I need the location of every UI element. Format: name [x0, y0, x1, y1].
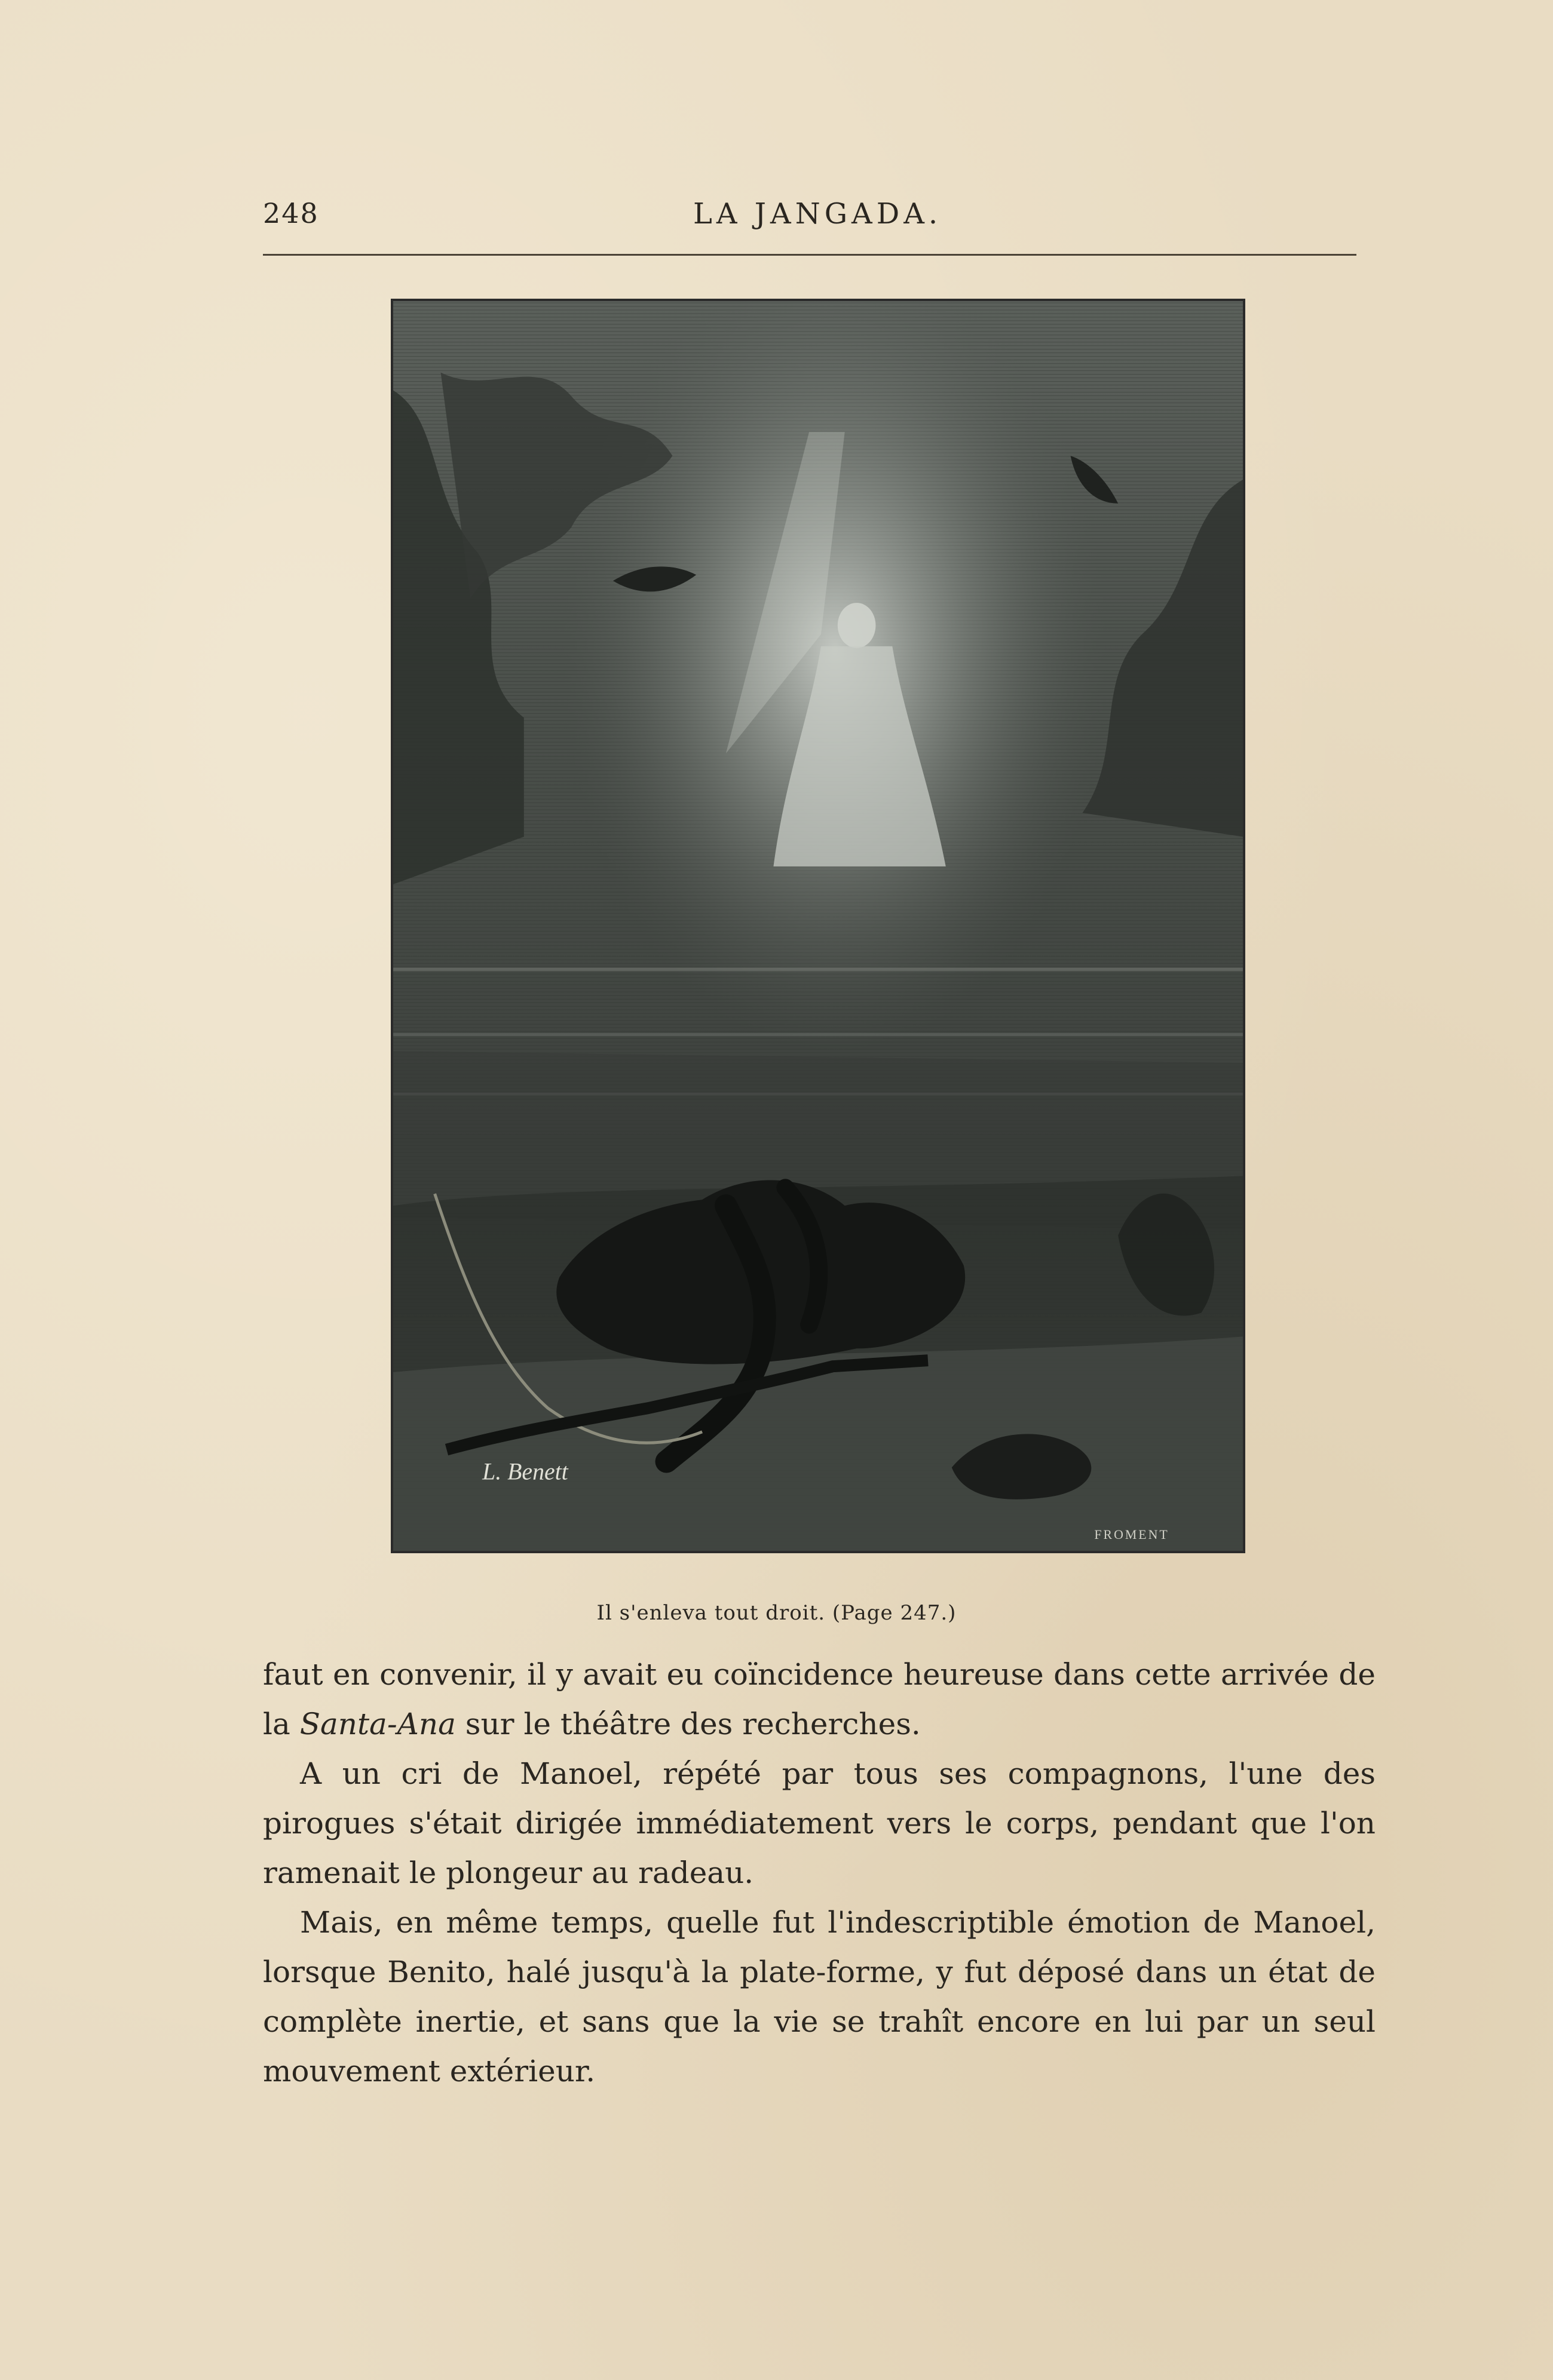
- paragraph-3: Mais, en même temps, quelle fut l'indescriptible émotion de Manoel, lorsque Benito, halé jusqu'à la plate-forme, y fut déposé dans un état de complète inertie, et sans que la vie se trahît encore en lui par un seul mouvement extérieur.: [263, 1905, 1376, 2088]
- page-number: 248: [263, 197, 319, 229]
- paragraph-1-lead: faut en convenir, il y avait eu coïncidence heureuse dans cette arrivée de la: [263, 1657, 1376, 1741]
- illustration-caption: Il s'enleva tout droit. (Page 247.): [596, 1601, 957, 1625]
- paragraph-1: [263, 1650, 1376, 1749]
- running-title: LA JANGADA.: [693, 197, 942, 231]
- engraver-signature: FROMENT: [1094, 1527, 1169, 1542]
- page-header: [263, 191, 1356, 239]
- ship-name: Santa-Ana: [299, 1707, 456, 1741]
- header-rule: [263, 254, 1356, 256]
- paragraph-1-tail: sur le théâtre des recherches.: [455, 1707, 921, 1741]
- artist-signature: L. Benett: [482, 1458, 568, 1485]
- body-text: [263, 1650, 1376, 2096]
- paragraph-2: A un cri de Manoel, répété par tous ses compagnons, l'une des pirogues s'était dirigée immédiatement vers le corps, pendant que l'on ramenait le plongeur au radeau.: [263, 1756, 1376, 1890]
- engraving-illustration: [391, 299, 1245, 1553]
